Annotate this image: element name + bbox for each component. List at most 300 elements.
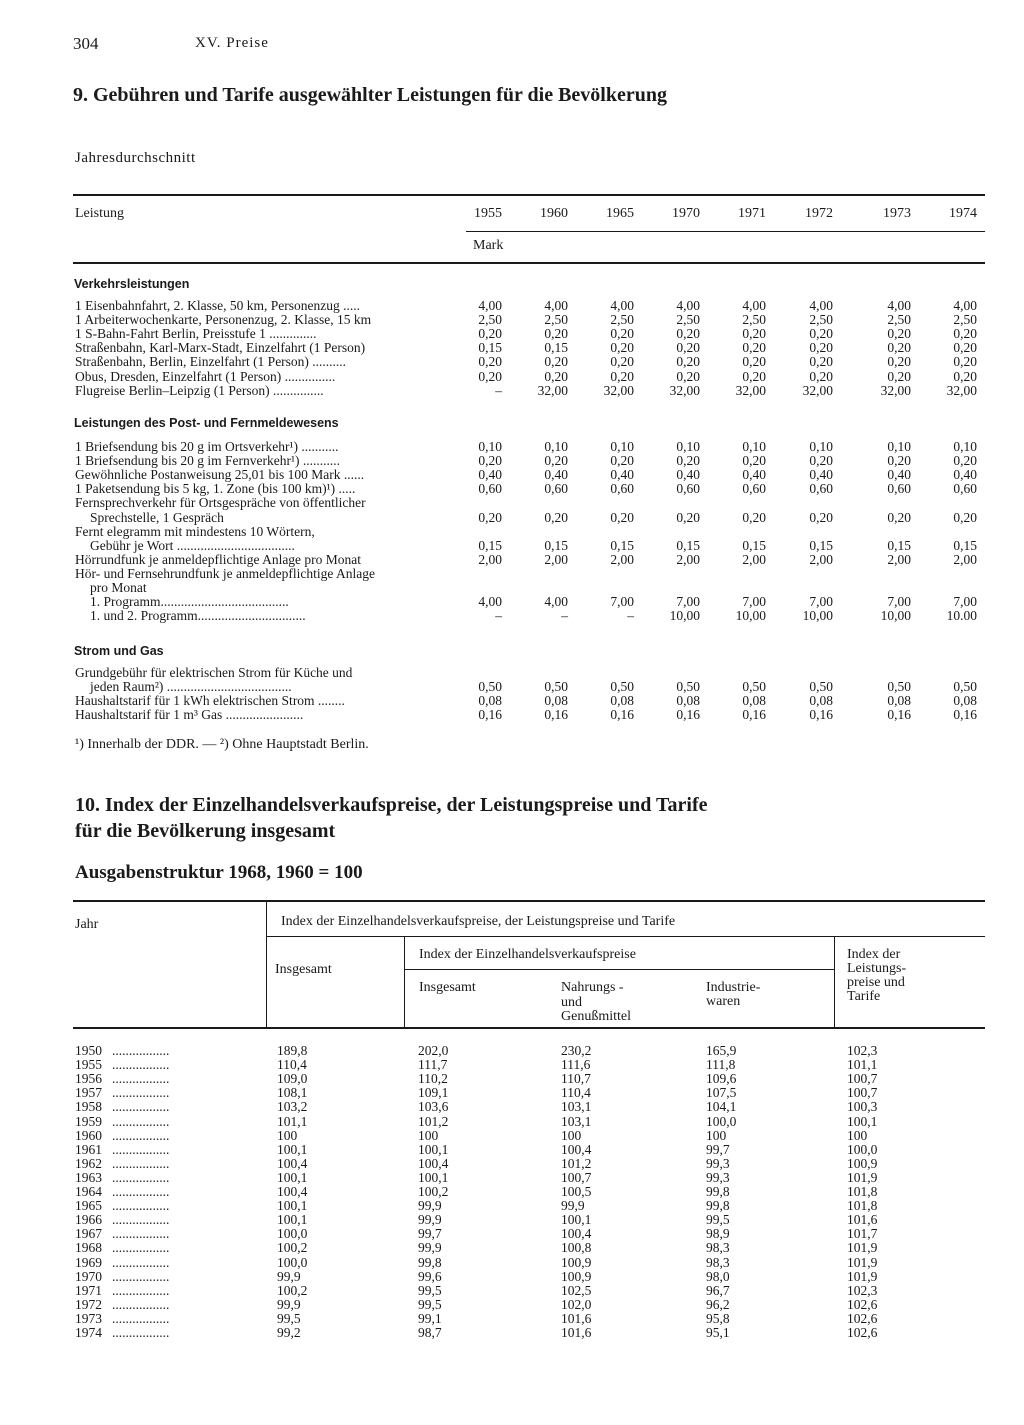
table2-cell: 111,6 [561,1057,591,1073]
table1-row-line [0,341,1024,355]
table2-cell: 100,5 [561,1184,592,1199]
table1-row-label: Straßenbahn, Berlin, Einzelfahrt (1 Person) .......... [75,354,347,370]
table2-cell: 100,0 [706,1113,737,1129]
table2-year: 1968 [75,1240,102,1256]
table1-row-line [0,327,1024,341]
table1-cell: 4,00 [676,298,700,313]
table2-title-line1: 10. Index der Einzelhandelsverkaufspreise, der Leistungspreise und Tarife [75,794,708,816]
table1-cell: 2,50 [544,312,568,328]
table2-cell: 100 [847,1127,868,1143]
table1-cell: 0,08 [478,693,502,709]
table2-head-year: Jahr [75,917,99,932]
table2-head-food-1: Nahrungs - [561,980,624,995]
table2-cell: 101,2 [561,1155,592,1171]
table2-row [0,1185,1024,1199]
table2-head-retail: Index der Einzelhandelsverkaufspreise [419,947,636,962]
table1-row-line [0,370,1024,384]
table1-cell: 0,20 [610,368,634,384]
table2-leader-dots: ................. [112,1212,170,1228]
table2-cell: 102,6 [847,1296,878,1312]
table2-cell: 100,4 [418,1155,449,1171]
table2-head-main: Index der Einzelhandelsverkaufspreise, der Leistungspreise und Tarife [281,914,676,929]
table1-cell: 0,20 [887,326,911,342]
table2-leader-dots: ................. [112,1155,170,1171]
table2-cell: 165,9 [706,1043,737,1058]
table1-cell: 0,20 [676,453,700,469]
table1-cell: 0,15 [610,537,634,553]
table1-cell: 32,00 [946,382,977,398]
table1-cell: 7,00 [809,594,833,610]
table1-year-rule [466,231,985,232]
table2-cell: 101,8 [847,1198,878,1214]
table1-cell: 0,15 [544,340,568,356]
table2-cell: 100,4 [561,1141,592,1157]
table1-year-7: 1974 [949,206,977,221]
table2-cell: 99,8 [418,1254,442,1270]
table1-row-line [0,581,1024,595]
table1-cell: 0,16 [610,707,634,723]
table1-cell: 0,16 [742,707,766,723]
table2-cell: 100,2 [418,1184,449,1199]
table2-cell: 99,8 [706,1198,730,1214]
table1-cell: 0,16 [809,707,833,723]
table1-row-label: Fernt elegramm mit mindestens 10 Wörtern, [75,523,315,539]
table1-cell: 0,20 [610,509,634,525]
table2-title-line2: für die Bevölkerung insgesamt [75,820,336,842]
table1-cell: 0,20 [478,453,502,469]
table2-leader-dots: ................. [112,1085,170,1101]
table1-cell: 0,20 [953,368,977,384]
table2-head-services-4: Tarife [847,989,881,1004]
table2-leader-dots: ................. [112,1310,170,1326]
table1-cell: 0,40 [544,467,568,483]
table1-cell: 0,20 [953,453,977,469]
table1-cell: 7,00 [953,594,977,610]
table2-cell: 109,6 [706,1071,737,1087]
table2-cell: 111,8 [706,1057,736,1073]
table1-cell: 0,20 [887,453,911,469]
table2-head-total: Insgesamt [275,962,332,977]
table1-row-line [0,525,1024,539]
table1-row-label: jeden Raum²) ..................................... [90,679,292,695]
table2-year: 1974 [75,1325,102,1340]
table2-cell: 110,7 [561,1071,591,1087]
table2-cell: 96,7 [706,1282,730,1298]
table1-cell: 0,20 [887,368,911,384]
table2-head-services-2: Leistungs- [847,961,907,976]
table2-head-industrial-2: waren [706,994,741,1009]
table1-cell: 0,16 [887,707,911,723]
table1-cell: 2,00 [676,551,700,567]
table1-cell: 0,20 [887,340,911,356]
table2-total-separator [404,937,405,1027]
table1-cell: – [627,608,634,624]
table1-cell: 0,20 [544,453,568,469]
table1-row-line [0,384,1024,398]
table1-cell: 0,50 [953,679,977,695]
table1-cell: 7,00 [676,594,700,610]
table1-cell: 0,20 [610,326,634,342]
table2-row [0,1143,1024,1157]
table1-row-line [0,313,1024,327]
table2-year: 1972 [75,1296,102,1312]
table1-row-label: Gewöhnliche Postanweisung 25,01 bis 100 Mark ...... [75,467,365,483]
table1-cell: 0,50 [887,679,911,695]
table1-row-label: Obus, Dresden, Einzelfahrt (1 Person) ............... [75,368,336,384]
table1-cell: 0,50 [544,679,568,695]
table2-cell: 95,8 [706,1310,730,1326]
table1-cell: 0,15 [478,340,502,356]
table1-cell: 0,60 [544,481,568,497]
table1-cell: 4,00 [478,298,502,313]
table1-row-label: Grundgebühr für elektrischen Strom für Küche und [75,665,353,680]
table1-cell: 0,40 [887,467,911,483]
table1-cell: 10.00 [946,608,977,624]
table1-cell: 4,00 [544,298,568,313]
table1-cell: 0,10 [610,439,634,454]
table1-cell: 0,20 [544,509,568,525]
table2-year: 1958 [75,1099,102,1115]
table2-cell: 109,0 [277,1071,308,1087]
table1-cell: 0,40 [953,467,977,483]
page-number: 304 [73,34,99,53]
table2-cell: 100,7 [561,1169,592,1185]
table2-cell: 103,6 [418,1099,449,1115]
table1-row-label: Sprechstelle, 1 Gespräch [90,509,224,525]
table2-year: 1960 [75,1127,102,1143]
table1-cell: 0,20 [742,453,766,469]
table1-cell: 10,00 [735,608,766,624]
table2-leader-dots: ................. [112,1127,170,1143]
table1-row-label: 1 S-Bahn-Fahrt Berlin, Preisstufe 1 .............. [75,326,317,342]
table2-cell: 99,5 [418,1282,442,1298]
table1-cell: 7,00 [742,594,766,610]
table1-cell: 32,00 [880,382,911,398]
table1-cell: 2,50 [742,312,766,328]
table2-row [0,1058,1024,1072]
table1-cell: 0,20 [809,326,833,342]
table1-cell: 0,20 [887,354,911,370]
table1-subtitle: Jahresdurchschnitt [75,150,196,166]
table2-year: 1961 [75,1141,102,1157]
table2-cell: 189,8 [277,1043,308,1058]
table1-cell: 0,20 [676,509,700,525]
table2-cell: 103,2 [277,1099,308,1115]
table1-cell: 0,20 [953,509,977,525]
table2-subtitle: Ausgabenstruktur 1968, 1960 = 100 [75,862,363,883]
table2-cell: 101,8 [847,1184,878,1199]
table2-cell: 202,0 [418,1043,449,1058]
table2-row [0,1213,1024,1227]
table2-row [0,1100,1024,1114]
table1-cell: 0,10 [887,439,911,454]
table2-head-food-3: Genußmittel [561,1009,631,1024]
table2-head-industrial-1: Industrie- [706,980,761,995]
table2-cell: 98,9 [706,1226,730,1242]
table2-cell: 100 [706,1127,727,1143]
table2-cell: 102,6 [847,1325,878,1340]
table2-cell: 99,9 [277,1268,301,1284]
table2-year: 1950 [75,1043,102,1058]
table2-main-rule [266,936,985,937]
table1-year-0: 1955 [474,206,502,221]
table1-cell: 0,20 [887,509,911,525]
table1-cell: 7,00 [887,594,911,610]
section-title: XV. Preise [195,35,269,51]
table2-year: 1957 [75,1085,102,1101]
table2-row [0,1256,1024,1270]
table2-cell: 100,7 [847,1071,878,1087]
table2-year: 1959 [75,1113,102,1129]
table1-cell: 32,00 [802,382,833,398]
table1-cell: 0,40 [809,467,833,483]
table1-cell: 0,08 [676,693,700,709]
table1-row-line [0,595,1024,609]
table1-year-5: 1972 [805,206,833,221]
table2-cell: 107,5 [706,1085,737,1101]
table2-cell: 98,0 [706,1268,730,1284]
table2-cell: 101,1 [847,1057,878,1073]
table2-cell: 99,5 [418,1296,442,1312]
table1-cell: 0,40 [610,467,634,483]
table2-leader-dots: ................. [112,1282,170,1298]
table1-cell: 0,20 [953,354,977,370]
table1-cell: 0,20 [478,509,502,525]
table1-cell: 2,50 [478,312,502,328]
table1-cell: 0,60 [887,481,911,497]
table1-cell: 2,00 [610,551,634,567]
table2-cell: 100,0 [277,1254,308,1270]
table1-cell: 0,20 [742,354,766,370]
table2-cell: 99,9 [418,1198,442,1214]
table2-cell: 101,9 [847,1268,878,1284]
table2-row [0,1241,1024,1255]
table1-cell: 0,40 [676,467,700,483]
table1-footnote: ¹) Innerhalb der DDR. — ²) Ohne Hauptstadt Berlin. [75,737,369,752]
table1-cell: 0,50 [809,679,833,695]
table2-cell: 99,9 [418,1212,442,1228]
table2-cell: 109,1 [418,1085,449,1101]
table1-cell: 0,20 [610,453,634,469]
table2-cell: 100 [277,1127,298,1143]
table2-cell: 100,9 [847,1155,878,1171]
table1-cell: 32,00 [669,382,700,398]
table1-row-label: Hör- und Fernsehrundfunk je anmeldepflichtige Anlage [75,565,376,581]
table1-cell: 4,00 [478,594,502,610]
table2-leader-dots: ................. [112,1184,170,1199]
table2-cell: 100,1 [277,1169,308,1185]
table1-cell: 0,10 [742,439,766,454]
table2-head-retail-total: Insgesamt [419,980,476,995]
table2-leader-dots: ................. [112,1226,170,1242]
table2-cell: 101,6 [561,1310,592,1326]
table1-cell: 0,08 [887,693,911,709]
table1-cell: 0,16 [953,707,977,723]
table2-cell: 110,4 [277,1057,307,1073]
table1-cell: 0,16 [676,707,700,723]
table1-cell: 0,50 [676,679,700,695]
table1-cell: 0,20 [953,340,977,356]
table1-cell: 7,00 [610,594,634,610]
table2-head-services-3: preise und [847,975,905,990]
table2-year: 1964 [75,1184,102,1199]
table2-cell: 100,4 [561,1226,592,1242]
table1-row-line [0,539,1024,553]
table2-row [0,1044,1024,1058]
table2-year: 1967 [75,1226,102,1242]
table1-row-label: 1 Eisenbahnfahrt, 2. Klasse, 50 km, Personenzug ..... [75,298,360,313]
table2-cell: 100,9 [561,1268,592,1284]
table1-row-label: Gebühr je Wort ................................... [90,537,295,553]
table1-cell: 0,20 [610,340,634,356]
table2-year: 1973 [75,1310,102,1326]
table1-col-label: Leistung [75,206,124,221]
table2-cell: 104,1 [706,1099,737,1115]
table2-cell: 99,9 [418,1240,442,1256]
table1-cell: 2,00 [478,551,502,567]
table1-group-title: Leistungen des Post- und Fernmeldewesens [74,416,339,430]
table1-cell: 0,20 [544,326,568,342]
table1-row-line [0,496,1024,510]
table1-cell: 0,20 [478,326,502,342]
table2-cell: 100,4 [277,1184,308,1199]
table2-cell: 99,6 [418,1268,442,1284]
table1-unit: Mark [473,238,504,253]
table2-cell: 101,2 [418,1113,449,1129]
table1-cell: 32,00 [603,382,634,398]
table2-cell: 100,4 [277,1155,308,1171]
table1-year-4: 1971 [738,206,766,221]
table2-cell: 96,2 [706,1296,730,1312]
table1-row-line [0,468,1024,482]
table2-cell: 99,1 [418,1310,442,1326]
table2-cell: 98,3 [706,1254,730,1270]
table2-cell: 99,9 [561,1198,585,1214]
table1-cell: 0,08 [953,693,977,709]
table1-row-label: Straßenbahn, Karl-Marx-Stadt, Einzelfahrt (1 Person) [75,340,366,356]
table1-cell: 0,40 [478,467,502,483]
table1-row-line [0,553,1024,567]
table1-cell: 2,00 [544,551,568,567]
table2-cell: 100,3 [847,1099,878,1115]
table2-services-separator [834,937,835,1027]
table2-row [0,1284,1024,1298]
table2-leader-dots: ................. [112,1198,170,1214]
table2-leader-dots: ................. [112,1057,170,1073]
table1-year-2: 1965 [606,206,634,221]
table2-cell: 100,8 [561,1240,592,1256]
table2-cell: 102,3 [847,1282,878,1298]
table1-row-line [0,511,1024,525]
table1-cell: 0,15 [676,537,700,553]
table1-cell: 0,10 [953,439,977,454]
table1-year-1: 1960 [540,206,568,221]
table1-cell: 0,20 [809,354,833,370]
table2-year: 1970 [75,1268,102,1284]
table1-cell: 2,50 [610,312,634,328]
table2-row [0,1072,1024,1086]
table1-cell: 0,10 [478,439,502,454]
table1-cell: 2,50 [887,312,911,328]
table1-cell: 10,00 [802,608,833,624]
table2-row [0,1171,1024,1185]
table1-cell: 10,00 [880,608,911,624]
table2-cell: 100,7 [847,1085,878,1101]
table2-row [0,1086,1024,1100]
table1-row-line [0,440,1024,454]
table1-row-line [0,694,1024,708]
table2-cell: 100,1 [277,1141,308,1157]
table2-cell: 99,7 [706,1141,730,1157]
table1-cell: 0,15 [809,537,833,553]
table1-row-line [0,299,1024,313]
table1-cell: 0,15 [887,537,911,553]
table1-title: 9. Gebühren und Tarife ausgewählter Leistungen für die Bevölkerung [73,84,667,106]
table2-cell: 99,7 [418,1226,442,1242]
table2-cell: 101,6 [847,1212,878,1228]
table2-leader-dots: ................. [112,1169,170,1185]
table2-cell: 100,0 [277,1226,308,1242]
table1-cell: 4,00 [953,298,977,313]
table2-cell: 101,6 [561,1325,592,1340]
table2-row [0,1129,1024,1143]
table2-cell: 110,2 [418,1071,448,1087]
table1-row-line [0,708,1024,722]
table2-cell: 103,1 [561,1099,592,1115]
table1-row-label: pro Monat [90,580,147,595]
table2-cell: 100 [418,1127,439,1143]
table1-cell: 0,20 [809,340,833,356]
table1-cell: 0,50 [478,679,502,695]
table2-year: 1965 [75,1198,102,1214]
table1-cell: 0,50 [610,679,634,695]
table1-cell: 0,15 [544,537,568,553]
table1-row-line [0,482,1024,496]
table2-cell: 108,1 [277,1085,308,1101]
table1-row-label: 1 Briefsendung bis 20 g im Ortsverkehr¹) ........... [75,439,339,454]
table1-cell: 0,08 [544,693,568,709]
table2-year: 1962 [75,1155,102,1171]
table1-row-line [0,680,1024,694]
table1-cell: 0,15 [953,537,977,553]
table1-cell: 10,00 [669,608,700,624]
table2-cell: 102,6 [847,1310,878,1326]
table2-cell: 99,3 [706,1169,730,1185]
table1-cell: 0,20 [742,340,766,356]
table1-cell: 4,00 [809,298,833,313]
table2-cell: 100,1 [277,1198,308,1214]
table2-cell: 100 [561,1127,582,1143]
table2-cell: 111,7 [418,1057,448,1073]
table1-cell: 0,60 [953,481,977,497]
table1-cell: 0,20 [478,354,502,370]
table1-cell: 2,50 [809,312,833,328]
table2-cell: 101,1 [277,1113,308,1129]
table2-year: 1963 [75,1169,102,1185]
table1-row-label: 1. Programm...................................... [90,594,289,610]
table1-cell: 0,20 [676,368,700,384]
table1-cell: 32,00 [537,382,568,398]
table1-cell: 0,20 [742,509,766,525]
table2-cell: 99,8 [706,1184,730,1199]
table2-cell: 99,9 [277,1296,301,1312]
table1-cell: 0,20 [544,354,568,370]
table2-cell: 98,3 [706,1240,730,1256]
table1-cell: 0,20 [676,340,700,356]
table2-year: 1966 [75,1212,102,1228]
table1-cell: 32,00 [735,382,766,398]
table1-row-line [0,454,1024,468]
